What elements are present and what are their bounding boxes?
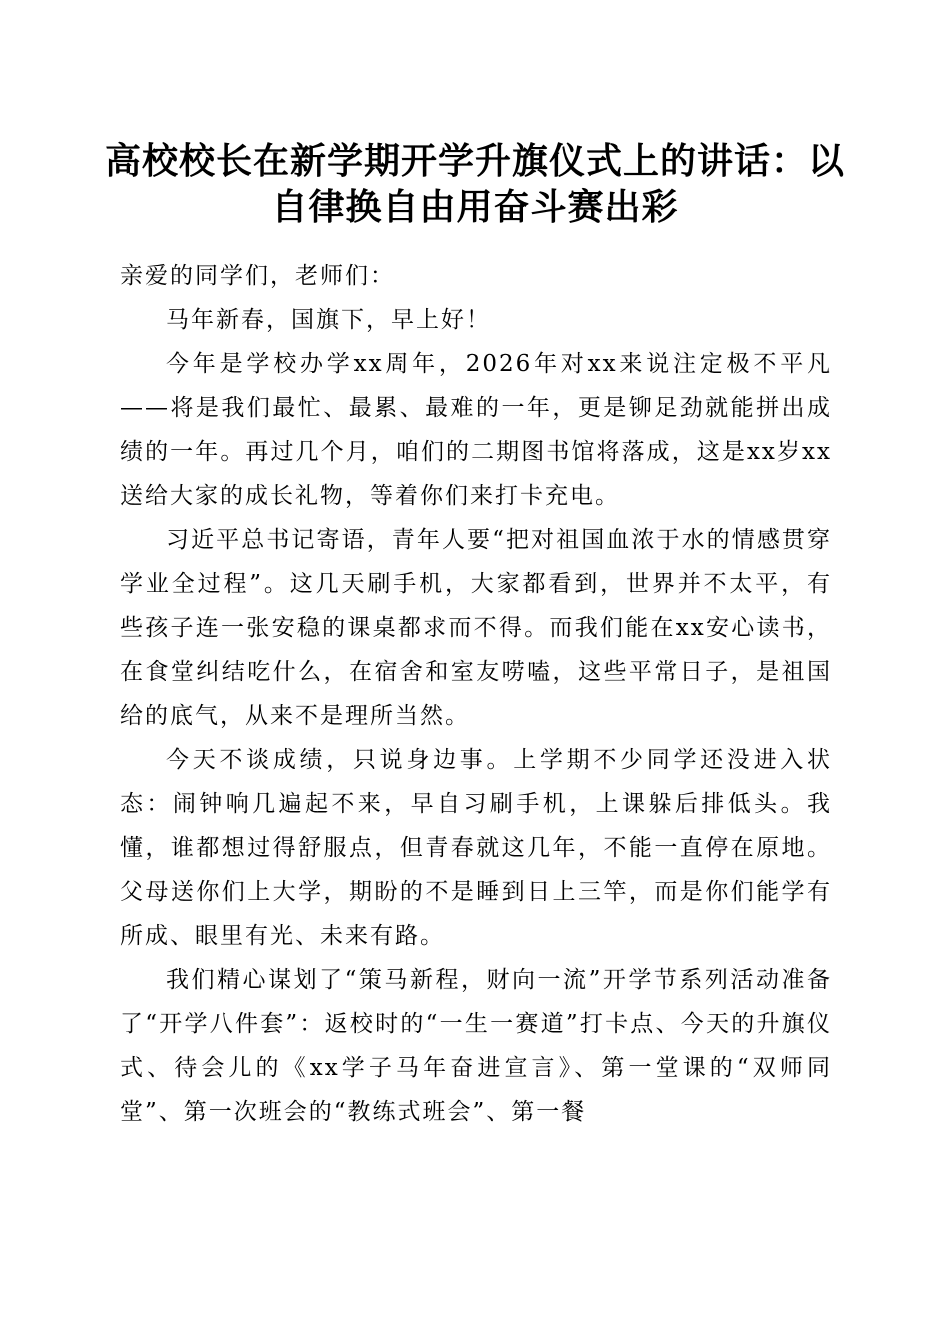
title-line-2: 自律换自由用奋斗赛出彩 <box>271 186 679 228</box>
title-line-1: 高校校长在新学期开学升旗仪式上的讲话：以 <box>105 140 846 182</box>
document-body <box>120 254 832 1134</box>
paragraph-discipline: 今天不谈成绩，只说身边事。上学期不少同学还没进入状态：闹钟响几遍起不来，早自习刷手机，上课躲后排低头。我懂，谁都想过得舒服点，但青春就这几年，不能一直停在原地。父母送你们上大学，期盼的不是睡到日上三竿，而是你们能学有所成、眼里有光、未来有路。 <box>120 747 832 949</box>
document-title <box>105 138 845 230</box>
paragraph-patriotism: 习近平总书记寄语，青年人要“把对祖国血浓于水的情感贯穿学业全过程”。这几天刷手机，大家都看到，世界并不太平，有些孩子连一张安稳的课桌都求而不得。而我们能在xx安心读书，在食堂纠结吃什么，在宿舍和室友唠嗑，这些平常日子，是祖国给的底气，从来不是理所当然。 <box>120 527 832 729</box>
salutation: 亲爱的同学们，老师们： <box>120 263 395 289</box>
paragraph-greeting: 马年新春，国旗下，早上好！ <box>166 307 491 333</box>
paragraph-activities: 我们精心谋划了“策马新程，财向一流”开学节系列活动准备了“开学八件套”：返校时的“一生一赛道”打卡点、今天的升旗仪式、待会儿的《xx学子马年奋进宣言》、第一堂课的“双师同堂”、第一次班会的“教练式班会”、第一餐 <box>120 967 832 1125</box>
paragraph-anniversary: 今年是学校办学xx周年，2026年对xx来说注定极不平凡——将是我们最忙、最累、最难的一年，更是铆足劲就能拼出成绩的一年。再过几个月，咱们的二期图书馆将落成，这是xx岁xx送给大家的成长礼物，等着你们来打卡充电。 <box>120 351 832 509</box>
